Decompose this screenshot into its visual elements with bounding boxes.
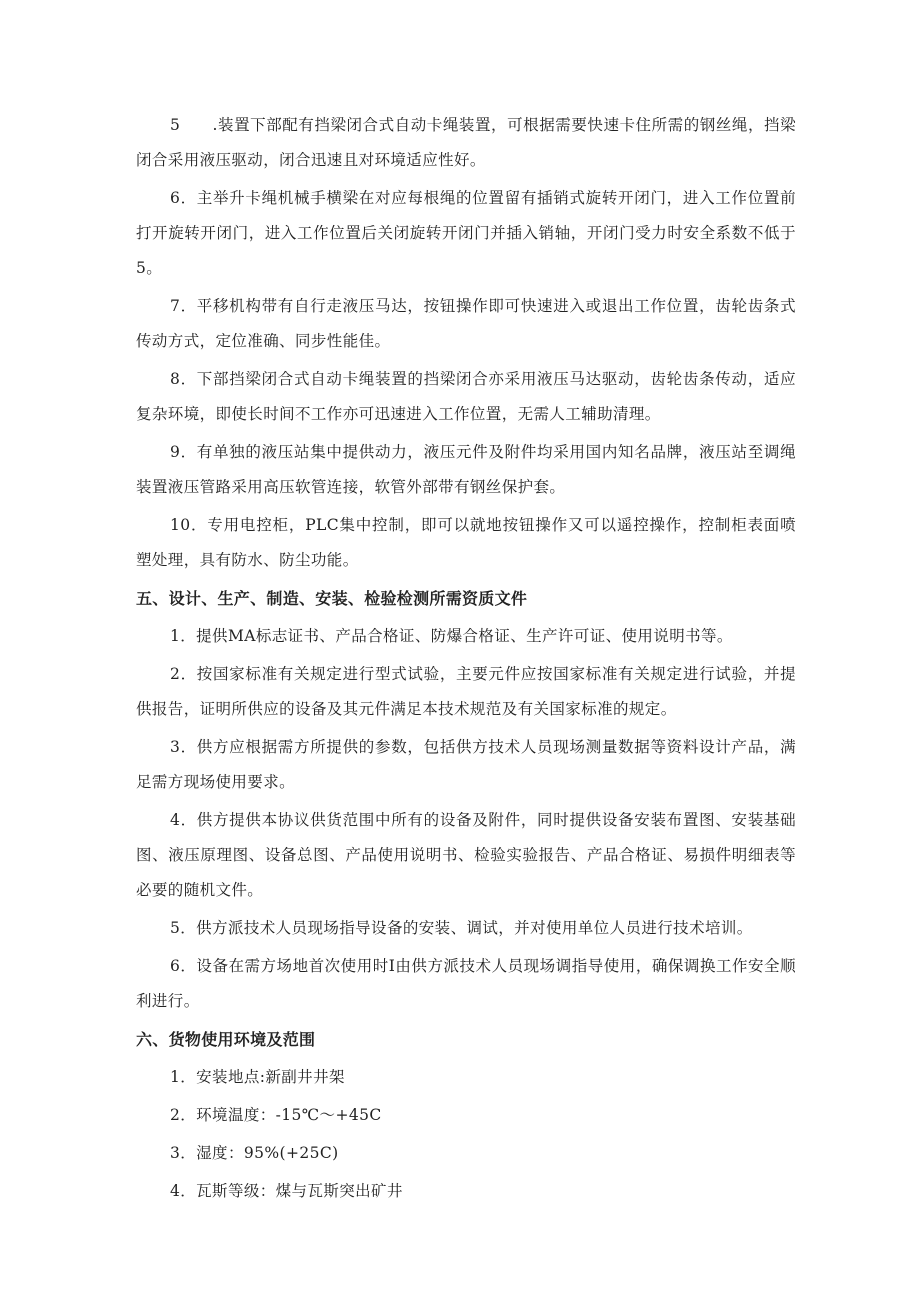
environment-item-gas-level: 4．瓦斯等级：煤与瓦斯突出矿井: [170, 1182, 403, 1200]
paragraph-item-6: 6．主举升卡绳机械手横梁在对应每根绳的位置留有插销式旋转开闭门，进入工作位置前打开旋转开闭门，进入工作位置后关闭旋转开闭门并插入销轴，开闭门受力时安全系数不低于5。: [136, 189, 796, 277]
environment-item-humidity: 3．湿度：95%(+25C): [170, 1144, 339, 1162]
paragraph-item-5: 5 .装置下部配有挡梁闭合式自动卡绳装置，可根据需要快速卡住所需的钢丝绳，挡梁闭合采用液压驱动，闭合迅速且对环境适应性好。: [136, 116, 796, 169]
qualification-item-4: 4．供方提供本协议供货范围中所有的设备及附件，同时提供设备安装布置图、安装基础图、液压原理图、设备总图、产品使用说明书、检验实验报告、产品合格证、易损件明细表等必要的随机文件。: [136, 811, 796, 899]
paragraph-item-9: 9．有单独的液压站集中提供动力，液压元件及附件均采用国内知名品牌，液压站至调绳装置液压管路采用高压软管连接，软管外部带有钢丝保护套。: [136, 443, 796, 496]
document-body: [136, 108, 796, 1212]
environment-item-location: 1．安装地点:新副井井架: [170, 1068, 345, 1086]
qualification-item-3: 3．供方应根据需方所提供的参数，包括供方技术人员现场测量数据等资料设计产品，满足需方现场使用要求。: [136, 738, 796, 791]
section-six-heading: 六、货物使用环境及范围: [136, 1030, 316, 1049]
qualification-item-2: 2．按国家标准有关规定进行型式试验，主要元件应按国家标准有关规定进行试验，并提供报告，证明所供应的设备及其元件满足本技术规范及有关国家标准的规定。: [136, 665, 796, 718]
paragraph-item-10: 10．专用电控柜，PLC集中控制，即可以就地按钮操作又可以遥控操作，控制柜表面喷塑处理，具有防水、防尘功能。: [136, 516, 796, 569]
qualification-item-1: 1．提供MA标志证书、产品合格证、防爆合格证、生产许可证、使用说明书等。: [170, 627, 733, 645]
qualification-item-5: 5．供方派技术人员现场指导设备的安装、调试，并对使用单位人员进行技术培训。: [170, 919, 753, 937]
qualification-item-6: 6．设备在需方场地首次使用时I由供方派技术人员现场调指导使用，确保调换工作安全顺利进行。: [136, 957, 796, 1010]
paragraph-item-7: 7．平移机构带有自行走液压马达，按钮操作即可快速进入或退出工作位置，齿轮齿条式传动方式，定位准确、同步性能佳。: [136, 297, 796, 350]
section-five-heading: 五、设计、生产、制造、安装、检验检测所需资质文件: [136, 589, 528, 608]
paragraph-item-8: 8．下部挡梁闭合式自动卡绳装置的挡梁闭合亦采用液压马达驱动，齿轮齿条传动，适应复杂环境，即使长时间不工作亦可迅速进入工作位置，无需人工辅助清理。: [136, 370, 796, 423]
environment-item-temperature: 2．环境温度：-15℃～+45C: [170, 1106, 382, 1124]
